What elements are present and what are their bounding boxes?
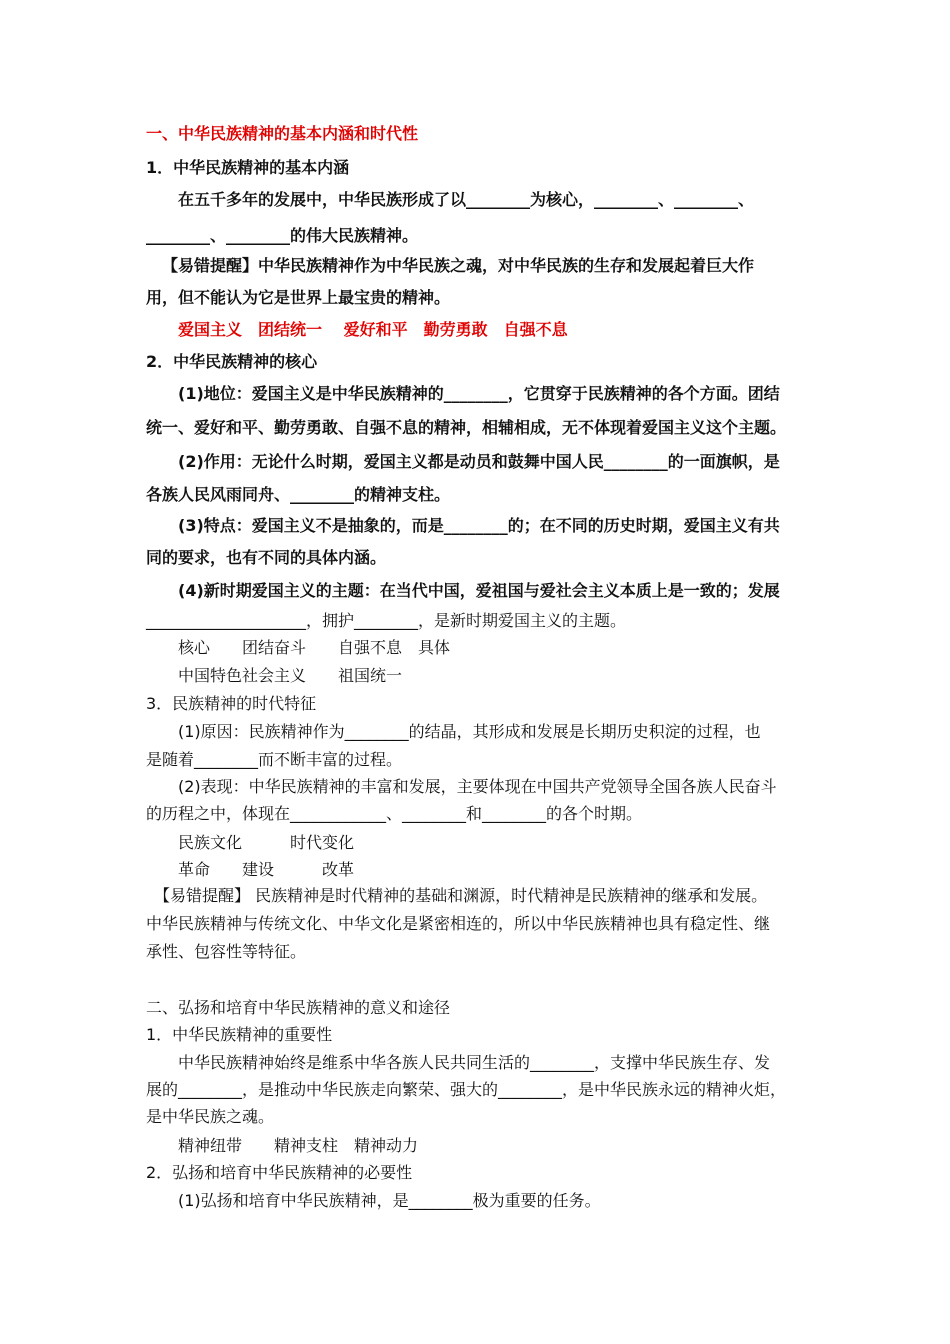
sub1-tip-line1: 【易错提醒】中华民族精神作为中华民族之魂，对中华民族的生存和发展起着巨大作 bbox=[162, 256, 755, 275]
sub2-p1b: 统一、爱好和平、勤劳勇敢、自强不息的精神，相辅相成，无不体现着爱国主义这个主题。 bbox=[146, 418, 787, 437]
sub2-p2a: (2)作用：无论什么时期，爱国主义都是动员和鼓舞中国人民________的一面旗帜，是 bbox=[178, 452, 780, 471]
sub3-p1a: (1)原因：民族精神作为________的结晶，其形成和发展是长期历史积淀的过程，也 bbox=[178, 722, 761, 741]
sub2-p2b: 各族人民风雨同舟、________的精神支柱。 bbox=[146, 485, 451, 504]
sub3-tip-line2: 中华民族精神与传统文化、中华文化是紧密相连的，所以中华民族精神也具有稳定性、继 bbox=[146, 914, 771, 933]
s2-sub2-heading: 2．弘扬和培育中华民族精神的必要性 bbox=[146, 1163, 413, 1182]
sub3-answers1: 民族文化 时代变化 bbox=[178, 833, 355, 852]
sub1-heading: 1．中华民族精神的基本内涵 bbox=[146, 158, 350, 177]
sub2-heading: 2．中华民族精神的核心 bbox=[146, 352, 318, 371]
sub2-answers1: 核心 团结奋斗 自强不息 具体 bbox=[178, 638, 451, 657]
sub3-p2a: (2)表现：中华民族精神的丰富和发展，主要体现在中国共产党领导全国各族人民奋斗 bbox=[178, 777, 777, 796]
sub2-p3a: (3)特点：爱国主义不是抽象的，而是________的；在不同的历史时期，爱国主义有共 bbox=[178, 516, 780, 535]
sub1-answers: 爱国主义 团结统一 爱好和平 勤劳勇敢 自强不息 bbox=[178, 320, 568, 339]
sub3-answers2: 革命 建设 改革 bbox=[178, 860, 355, 879]
sub1-p2: ________、________的伟大民族精神。 bbox=[146, 226, 419, 245]
s2-sub1-p3: 是中华民族之魂。 bbox=[146, 1107, 275, 1126]
sub2-answers2: 中国特色社会主义 祖国统一 bbox=[178, 666, 403, 685]
sub3-tip-line3: 承性、包容性等特征。 bbox=[146, 942, 307, 961]
sub3-p2b: 的历程之中，体现在____________、________和________的各个时期。 bbox=[146, 804, 643, 823]
sub3-p1b: 是随着________而不断丰富的过程。 bbox=[146, 750, 403, 769]
section1-title: 一、中华民族精神的基本内涵和时代性 bbox=[146, 124, 419, 143]
sub2-p4a: (4)新时期爱国主义的主题：在当代中国，爱祖国与爱社会主义本质上是一致的；发展 bbox=[178, 581, 780, 600]
s2-sub1-p1: 中华民族精神始终是维系中华各族人民共同生活的________，支撑中华民族生存、发 bbox=[178, 1053, 771, 1072]
sub1-p1: 在五千多年的发展中，中华民族形成了以________为核心，________、________、 bbox=[178, 190, 755, 209]
sub2-p3b: 同的要求，也有不同的具体内涵。 bbox=[146, 548, 387, 567]
s2-sub1-p2: 展的________，是推动中华民族走向繁荣、强大的________，是中华民族永远的精神火炬， bbox=[146, 1080, 787, 1099]
s2-sub2-p1: (1)弘扬和培育中华民族精神，是________极为重要的任务。 bbox=[178, 1191, 601, 1210]
s2-sub1-heading: 1．中华民族精神的重要性 bbox=[146, 1025, 333, 1044]
sub2-p4b: ____________________，拥护________，是新时期爱国主义的主题。 bbox=[146, 611, 627, 630]
sub1-tip-line2: 用，但不能认为它是世界上最宝贵的精神。 bbox=[146, 288, 451, 307]
section2-title: 二、弘扬和培育中华民族精神的意义和途径 bbox=[146, 998, 451, 1017]
sub2-p1a: (1)地位：爱国主义是中华民族精神的________，它贯穿于民族精神的各个方面。团结 bbox=[178, 384, 780, 403]
sub3-heading: 3．民族精神的时代特征 bbox=[146, 694, 317, 713]
sub3-tip-line1: 【易错提醒】 民族精神是时代精神的基础和渊源，时代精神是民族精神的继承和发展。 bbox=[154, 886, 768, 905]
s2-sub1-answers: 精神纽带 精神支柱 精神动力 bbox=[178, 1136, 419, 1155]
